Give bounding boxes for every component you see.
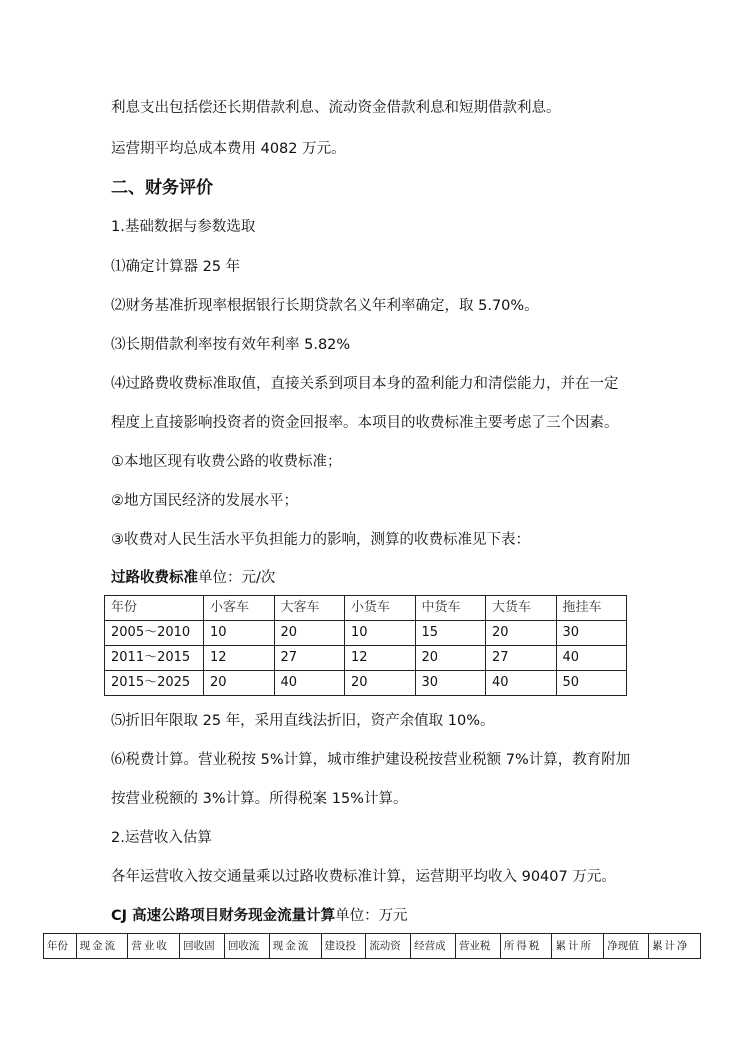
table-row <box>105 621 627 646</box>
header-cell: 累计净 <box>649 934 701 959</box>
header-cell: 现金流 <box>269 934 321 959</box>
item-toll-standard-line2: 程度上直接影响投资者的资金回报率。本项目的收费标准主要考虑了三个因素。 <box>111 415 619 431</box>
table-cell: 50 <box>556 671 627 696</box>
table-cell: 30 <box>415 671 486 696</box>
table-cell: 40 <box>274 671 345 696</box>
table-cell: 20 <box>486 621 557 646</box>
factor-2: ②地方国民经济的发展水平； <box>111 493 298 509</box>
header-cell: 年份 <box>105 596 204 621</box>
header-cell: 现金流 <box>76 934 128 959</box>
header-cell: 大客车 <box>274 596 345 621</box>
item-toll-standard-line1: ⑷过路费收费标准取值，直接关系到项目本身的盈利能力和清偿能力，并在一定 <box>111 376 619 392</box>
header-cell: 拖挂车 <box>556 596 627 621</box>
header-cell: 营业收 <box>128 934 180 959</box>
table-cell: 20 <box>345 671 416 696</box>
avg-cost-paragraph: 运营期平均总成本费用 4082 万元。 <box>111 141 346 157</box>
header-cell: 中货车 <box>415 596 486 621</box>
section-title: 二、财务评价 <box>111 178 213 198</box>
cashflow-table <box>43 933 701 959</box>
interest-paragraph: 利息支出包括偿还长期借款利息、流动资金借款利息和短期借款利息。 <box>111 100 561 116</box>
header-cell: 累计所 <box>552 934 604 959</box>
cashflow-table-unit: 单位：万元 <box>335 908 408 924</box>
item-discount-rate: ⑵财务基准折现率根据银行长期贷款名义年利率确定，取 5.70%。 <box>111 298 539 314</box>
fee-table-unit: 单位：元/次 <box>198 570 276 586</box>
item-tax-line1: ⑹税费计算。营业税按 5%计算，城市维护建设税按营业税额 7%计算，教育附加 <box>111 752 631 768</box>
header-cell: 年份 <box>44 934 77 959</box>
header-cell: 回收流 <box>224 934 269 959</box>
table-row <box>105 671 627 696</box>
header-cell: 经营成 <box>411 934 456 959</box>
factor-3: ③收费对人民生活水平负担能力的影响，测算的收费标准见下表： <box>111 532 530 548</box>
table-header-row <box>44 934 701 959</box>
header-cell: 小客车 <box>204 596 275 621</box>
header-cell: 小货车 <box>345 596 416 621</box>
table-cell: 15 <box>415 621 486 646</box>
table-cell: 10 <box>204 621 275 646</box>
header-cell: 净现值 <box>604 934 649 959</box>
table-cell: 10 <box>345 621 416 646</box>
table-cell: 27 <box>486 646 557 671</box>
table-cell: 2015～2025 <box>105 671 204 696</box>
cashflow-table-title: CJ 高速公路项目财务现金流量计算 <box>111 908 336 924</box>
toll-fee-table <box>104 595 627 696</box>
factor-1: ①本地区现有收费公路的收费标准； <box>111 454 342 470</box>
header-cell: 建设投 <box>321 934 366 959</box>
fee-table-caption <box>111 568 275 588</box>
item-calc-period: ⑴确定计算器 25 年 <box>111 259 241 275</box>
table-cell: 2011～2015 <box>105 646 204 671</box>
header-cell: 大货车 <box>486 596 557 621</box>
subsection-basic-data: 1.基础数据与参数选取 <box>111 219 256 235</box>
header-cell: 回收固 <box>180 934 225 959</box>
fee-table-title: 过路收费标准 <box>111 570 198 586</box>
table-row <box>105 646 627 671</box>
header-cell: 营业税 <box>455 934 500 959</box>
cashflow-table-caption <box>111 906 408 926</box>
table-cell: 30 <box>556 621 627 646</box>
table-header-row <box>105 596 627 621</box>
item-depreciation: ⑸折旧年限取 25 年，采用直线法折旧，资产余值取 10%。 <box>111 713 495 729</box>
table-cell: 40 <box>486 671 557 696</box>
table-cell: 40 <box>556 646 627 671</box>
header-cell: 流动资 <box>366 934 411 959</box>
subsection-revenue: 2.运营收入估算 <box>111 830 212 846</box>
revenue-paragraph: 各年运营收入按交通量乘以过路收费标准计算，运营期平均收入 90407 万元。 <box>111 869 616 885</box>
table-cell: 12 <box>204 646 275 671</box>
table-cell: 20 <box>274 621 345 646</box>
table-cell: 12 <box>345 646 416 671</box>
table-cell: 27 <box>274 646 345 671</box>
table-cell: 20 <box>204 671 275 696</box>
table-cell: 2005～2010 <box>105 621 204 646</box>
table-cell: 20 <box>415 646 486 671</box>
item-tax-line2: 按营业税额的 3%计算。所得税案 15%计算。 <box>111 791 408 807</box>
header-cell: 所得税 <box>500 934 552 959</box>
item-loan-rate: ⑶长期借款利率按有效年利率 5.82% <box>111 337 351 353</box>
